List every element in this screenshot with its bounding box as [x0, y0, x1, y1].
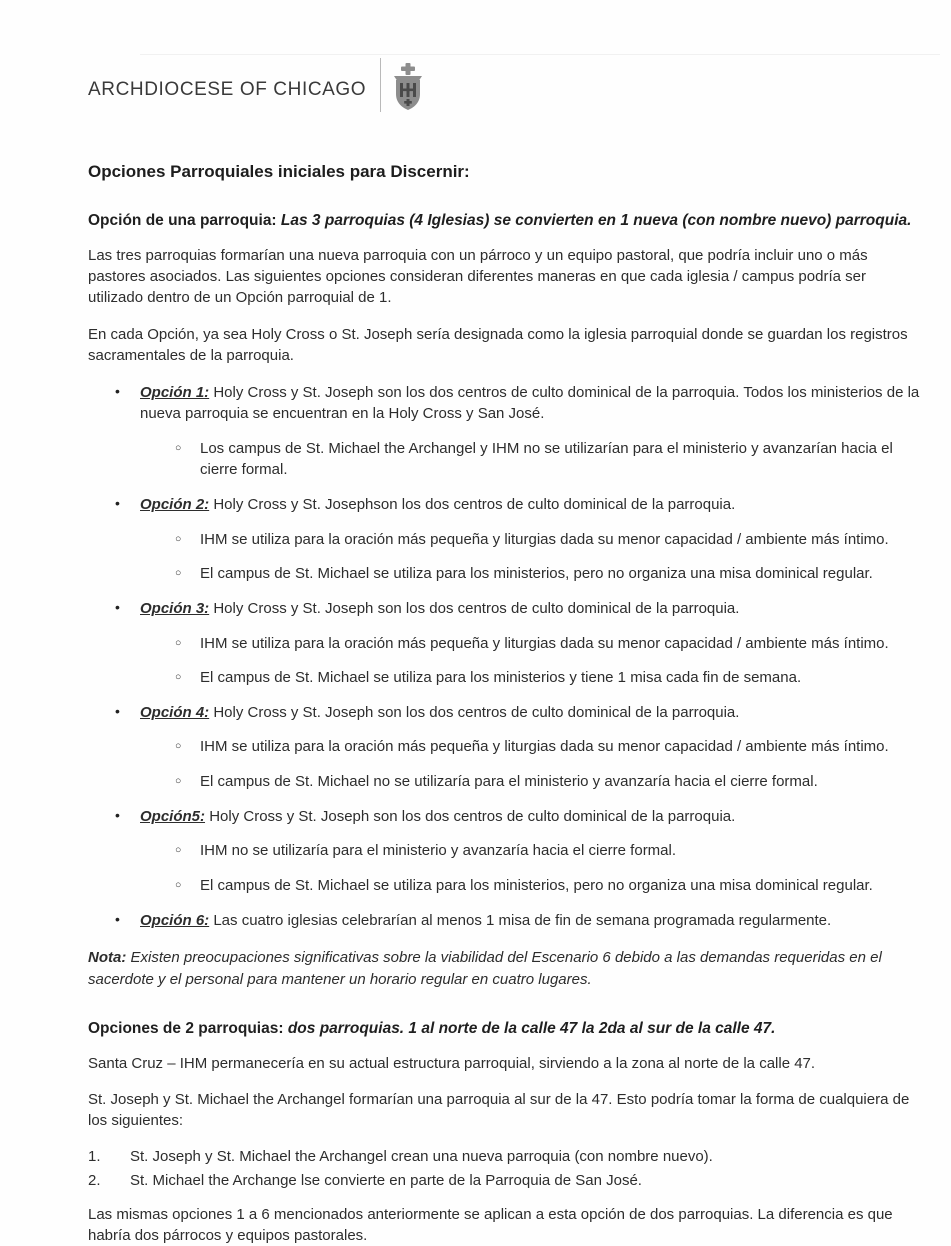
option-body	[140, 806, 920, 896]
circle-bullet-icon: ○	[175, 878, 182, 891]
scan-artifact-line	[140, 54, 940, 55]
sub-option-item	[140, 771, 920, 792]
option-line	[140, 382, 920, 425]
section2-heading-emphasis: dos parroquias. 1 al norte de la calle 47 la 2da al sur de la calle 47.	[287, 1019, 776, 1037]
circle-bullet-icon: ○	[175, 844, 182, 857]
option-label: Opción 4:	[140, 704, 210, 722]
sub-option-item	[140, 529, 920, 550]
numbered-item	[88, 1146, 920, 1167]
option-text: Las cuatro iglesias celebrarían al menos 1 misa de fin de semana programada regularmente.	[213, 911, 832, 929]
option-item	[88, 494, 920, 584]
nota-paragraph	[88, 947, 920, 990]
sub-option-text: El campus de St. Michael no se utilizaría para el ministerio y avanzaría hacia el cierre formal.	[200, 772, 818, 790]
sub-option-list	[140, 438, 920, 481]
option-item	[88, 382, 920, 480]
header-divider	[380, 58, 381, 112]
circle-bullet-icon: ○	[175, 740, 182, 753]
sub-option-text: IHM se utiliza para la oración más pequeña y liturgias dada su menor capacidad / ambiente más íntimo.	[200, 634, 889, 652]
option-text: Holy Cross y St. Joseph son los dos centros de culto dominical de la parroquia.	[209, 808, 736, 826]
sub-option-list	[140, 529, 920, 585]
bullet-icon: •	[115, 807, 120, 824]
sub-option-list	[140, 840, 920, 896]
records-paragraph: En cada Opción, ya sea Holy Cross o St. Joseph sería designada como la iglesia parroquial donde se guardan los registros sacramentales de la parroquia.	[88, 325, 908, 364]
option-list	[88, 382, 920, 931]
option-body	[140, 702, 920, 792]
sub-option-list	[140, 736, 920, 792]
option-label: Opción 1:	[140, 384, 210, 402]
sub-option-item	[140, 736, 920, 757]
sub-option-text: El campus de St. Michael se utiliza para los ministerios, pero no organiza una misa dominical regular.	[200, 564, 873, 582]
option-text: Holy Cross y St. Joseph son los dos centros de culto dominical de la parroquia. Todos los ministerios de la nueva parroquia se encuentran en la Holy Cross y San José.	[140, 384, 920, 423]
circle-bullet-icon: ○	[175, 566, 182, 579]
item-text: St. Michael the Archange lse convierte en parte de la Parroquia de San José.	[130, 1171, 642, 1189]
bullet-icon: •	[115, 383, 120, 400]
option-body	[140, 910, 920, 931]
nota-text: Existen preocupaciones significativas sobre la viabilidad del Escenario 6 debido a las demandas requeridas en el sacerdote y el personal para mantener un horario regular en cuatro lugares.	[88, 949, 882, 988]
numbered-list	[88, 1146, 920, 1191]
nota-label: Nota:	[88, 949, 127, 967]
section2-heading	[88, 1018, 920, 1040]
option-text: Holy Cross y St. Joseph son los dos centros de culto dominical de la parroquia.	[213, 600, 740, 618]
archdiocese-crest-icon	[391, 62, 425, 112]
item-number: 1.	[88, 1148, 101, 1166]
circle-bullet-icon: ○	[175, 532, 182, 545]
sub-option-item	[140, 840, 920, 861]
option-label: Opción 2:	[140, 496, 210, 514]
letterhead	[88, 0, 920, 118]
section1-heading-label: Opción de una parroquia:	[88, 212, 277, 229]
option-body	[140, 598, 920, 688]
option-body	[140, 382, 920, 480]
sub-option-item	[140, 438, 920, 481]
bullet-icon: •	[115, 495, 120, 512]
option-text: Holy Cross y St. Joseph son los dos centros de culto dominical de la parroquia.	[213, 704, 740, 722]
option-line	[140, 598, 920, 619]
sub-option-item	[140, 563, 920, 584]
bullet-icon: •	[115, 703, 120, 720]
option-line	[140, 702, 920, 723]
option-label: Opción 3:	[140, 600, 210, 618]
option-item	[88, 910, 920, 931]
section1-heading-emphasis: Las 3 parroquias (4 Iglesias) se convierten en 1 nueva (con nombre nuevo) parroquia.	[280, 212, 912, 229]
option-text: Holy Cross y St. Josephson los dos centros de culto dominical de la parroquia.	[213, 496, 736, 514]
paragraph-santa-cruz: Santa Cruz – IHM permanecería en su actual estructura parroquial, sirviendo a la zona al norte de la calle 47.	[88, 1054, 816, 1072]
circle-bullet-icon: ○	[175, 441, 182, 454]
paragraph-st-joseph: St. Joseph y St. Michael the Archangel formarían una parroquia al sur de la 47. Esto podría tomar la forma de cualquiera de los siguientes:	[88, 1090, 910, 1130]
option-line	[140, 494, 920, 515]
option-label: Opción5:	[140, 808, 206, 826]
closing-paragraph: Las mismas opciones 1 a 6 mencionados anteriormente se aplican a esta opción de dos parroquias. La diferencia es que habría dos párrocos y equipos pastorales.	[88, 1205, 893, 1245]
page-title: Opciones Parroquiales iniciales para Discernir:	[88, 162, 470, 181]
section2-heading-label: Opciones de 2 parroquias:	[88, 1019, 284, 1037]
option-item	[88, 702, 920, 792]
sub-option-item	[140, 875, 920, 896]
option-item	[88, 598, 920, 688]
item-text: St. Joseph y St. Michael the Archangel crean una nueva parroquia (con nombre nuevo).	[130, 1148, 713, 1166]
sub-option-text: El campus de St. Michael se utiliza para los ministerios y tiene 1 misa cada fin de semana.	[200, 668, 802, 686]
sub-option-text: El campus de St. Michael se utiliza para los ministerios, pero no organiza una misa dominical regular.	[200, 876, 873, 894]
sub-option-item	[140, 667, 920, 688]
bullet-icon: •	[115, 910, 120, 927]
sub-option-item	[140, 633, 920, 654]
option-line	[140, 806, 920, 827]
sub-option-text: IHM se utiliza para la oración más pequeña y liturgias dada su menor capacidad / ambiente más íntimo.	[200, 530, 889, 548]
circle-bullet-icon: ○	[175, 636, 182, 649]
option-body	[140, 494, 920, 584]
option-item	[88, 806, 920, 896]
item-number: 2.	[88, 1171, 101, 1189]
org-name: ARCHDIOCESE OF CHICAGO	[88, 79, 367, 100]
circle-bullet-icon: ○	[175, 774, 182, 787]
intro-paragraph: Las tres parroquias formarían una nueva parroquia con un párroco y un equipo pastoral, que podría incluir uno o más pastores asociados. Las siguientes opciones consideran diferentes maneras en que cada iglesia / campus podría ser utilizado dentro de un Opción parroquial de 1.	[88, 246, 868, 307]
sub-option-list	[140, 633, 920, 689]
option-label: Opción 6:	[140, 911, 210, 929]
sub-option-text: Los campus de St. Michael the Archangel y IHM no se utilizarían para el ministerio y avanzarían hacia el cierre formal.	[200, 439, 893, 479]
sub-option-text: IHM no se utilizaría para el ministerio y avanzaría hacia el cierre formal.	[200, 842, 677, 860]
section1-heading	[88, 210, 920, 232]
sub-option-text: IHM se utiliza para la oración más pequeña y liturgias dada su menor capacidad / ambiente más íntimo.	[200, 738, 889, 756]
bullet-icon: •	[115, 599, 120, 616]
numbered-item	[88, 1170, 920, 1191]
option-line	[140, 910, 920, 931]
circle-bullet-icon: ○	[175, 670, 182, 683]
